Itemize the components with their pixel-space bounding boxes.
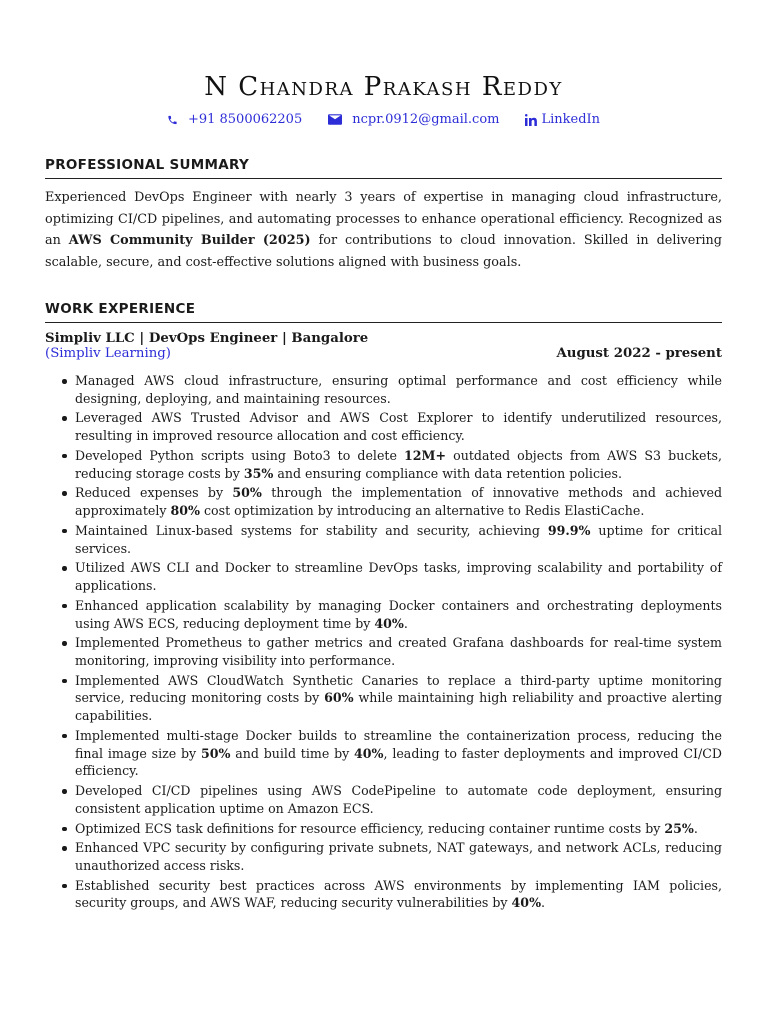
linkedin-label: LinkedIn	[541, 112, 601, 127]
achievement-item: Utilized AWS CLI and Docker to streamline DevOps tasks, improving scalability and portability of applications.	[75, 560, 722, 594]
achievement-item: Developed CI/CD pipelines using AWS CodePipeline to automate code deployment, ensuring consistent application uptime on Amazon ECS.	[75, 783, 722, 816]
achievement-item: Implemented multi-stage Docker builds to streamline the containerization process, reducing the final image size by 50% and build time by 40%, leading to faster deployments and improved CI/CD efficiency.	[75, 727, 722, 779]
achievement-item: Implemented Prometheus to gather metrics and created Grafana dashboards for real-time system monitoring, improving visibility into performance.	[75, 635, 722, 668]
job-subheading	[45, 346, 722, 361]
summary-highlight: AWS Community Builder (2025)	[68, 233, 311, 248]
resume-page	[45, 72, 722, 914]
job-dates: August 2022 - present	[556, 346, 722, 361]
achievement-item: Enhanced VPC security by configuring private subnets, NAT gateways, and network ACLs, reducing unauthorized access risks.	[75, 840, 722, 873]
phone-icon	[167, 114, 178, 126]
linkedin-link[interactable]	[525, 112, 600, 127]
phone-number: +91 8500062205	[187, 112, 303, 127]
envelope-icon	[328, 114, 342, 125]
achievement-item: Leveraged AWS Trusted Advisor and AWS Cost Explorer to identify underutilized resources, resulting in improved resource allocation and cost efficiency.	[75, 410, 722, 444]
organization-link[interactable]: (Simpliv Learning)	[45, 346, 171, 361]
achievement-item: Maintained Linux-based systems for stability and security, achieving 99.9% uptime for critical services.	[75, 522, 722, 556]
summary-heading: PROFESSIONAL SUMMARY	[45, 157, 722, 179]
summary-text-part: Experienced DevOps Engineer with nearly 3 years of expertise in managing cloud infrastructure, optimizing CI/CD pipelines, and automating processes to enhance operational efficiency. Recognized as an	[45, 190, 722, 248]
achievement-item: Established security best practices across AWS environments by implementing IAM policies, security groups, and AWS WAF, reducing security vulnerabilities by 40%.	[75, 877, 722, 911]
candidate-name: N Chandra Prakash Reddy	[204, 72, 563, 102]
achievement-item: Enhanced application scalability by managing Docker containers and orchestrating deployments using AWS ECS, reducing deployment time by 40%.	[75, 597, 722, 631]
summary-text-part: for contributions to cloud innovation. Skilled in delivering scalable, secure, and cost-effective solutions aligned with business goals.	[45, 233, 722, 270]
achievement-item: Managed AWS cloud infrastructure, ensuring optimal performance and cost efficiency while designing, deploying, and maintaining resources.	[75, 373, 722, 406]
phone-contact[interactable]	[167, 112, 302, 127]
achievement-item: Developed Python scripts using Boto3 to delete 12M+ outdated objects from AWS S3 buckets, reducing storage costs by 35% and ensuring compliance with data retention policies.	[75, 447, 722, 481]
job-heading: Simpliv LLC | DevOps Engineer | Bangalore	[45, 331, 369, 346]
achievement-list	[45, 372, 722, 912]
achievement-item: Optimized ECS task definitions for resource efficiency, reducing container runtime costs by 25%.	[75, 820, 722, 838]
email-address: ncpr.0912@gmail.com	[352, 112, 500, 127]
email-contact[interactable]	[328, 112, 499, 127]
summary-text	[45, 187, 722, 273]
contact-bar	[45, 112, 722, 127]
achievement-item: Implemented AWS CloudWatch Synthetic Canaries to replace a third-party uptime monitoring service, reducing monitoring costs by 60% while maintaining high reliability and proactive alerting capabilities.	[75, 672, 723, 724]
achievement-item: Reduced expenses by 50% through the implementation of innovative methods and achieved approximately 80% cost optimization by introducing an alternative to Redis ElastiCache.	[75, 485, 723, 519]
experience-heading: WORK EXPERIENCE	[45, 301, 722, 323]
linkedin-icon	[525, 114, 537, 126]
